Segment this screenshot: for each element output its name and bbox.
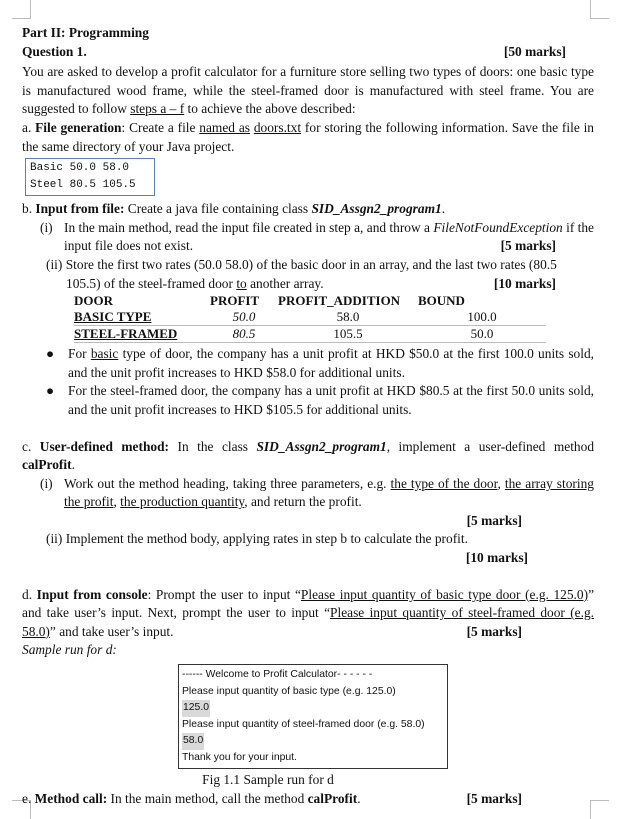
section-a-text: a. File generation: Create a file named as doors.txt for storing the following information. Save the file in the same directory of your Java project. bbox=[22, 119, 595, 154]
section-d-text: d. Input from console: Prompt the user to input “Please input quantity of basic type door (e.g. 125.0)” and take user’s input. Next, prompt the user to input “Please input quantity of steel-framed door (e.g. 58.0)” and take user’s input. [5 marks] bbox=[22, 586, 594, 642]
table-header-row bbox=[74, 293, 546, 309]
section-b-item-i: (i) In the main method, read the input file created in step a, and throw a FileNotFoundException if the input file does not exist. [5 marks] bbox=[38, 219, 594, 256]
table-cell: 80.5 bbox=[210, 326, 278, 343]
section-e-row bbox=[22, 790, 594, 809]
corner-mark-top-left bbox=[12, 0, 31, 19]
class-name: SID_Assgn2_program1 bbox=[256, 438, 387, 454]
console-input: 125.0 bbox=[182, 700, 210, 717]
bullet-basic: ● For basic type of door, the company has a unit profit at HKD $50.0 at the first 100.0 units sold, and the unit profit increases to HKD $58.0 for additional units. bbox=[46, 346, 594, 380]
question-title: Question 1. bbox=[22, 43, 87, 59]
console-line: Please input quantity of steel-framed door (e.g. 58.0) bbox=[182, 718, 425, 730]
class-name: SID_Assgn2_program1 bbox=[311, 201, 442, 217]
table-row bbox=[74, 326, 546, 343]
console-line: ------ Welcome to Profit Calculator- - - - - - bbox=[182, 669, 373, 681]
method-name: calProfit bbox=[307, 790, 358, 806]
rates-table bbox=[74, 293, 546, 343]
table-cell: 58.0 bbox=[278, 309, 418, 326]
console-line: Thank you for your input. bbox=[182, 751, 297, 763]
item-marks: [5 marks] bbox=[500, 238, 556, 254]
bullet-steel: ● For the steel-framed door, the company has a unit profit at HKD $80.5 at the first 50.0 units sold, and the unit profit increases to HKD $105.5 for additional units. bbox=[46, 383, 594, 417]
item-marks: [5 marks] bbox=[466, 790, 522, 806]
figure-caption: Fig 1.1 Sample run for d bbox=[202, 772, 334, 788]
file-line: Basic 50.0 58.0 bbox=[30, 162, 130, 175]
section-b-text: b. Input from file: Create a java file containing class SID_Assgn2_program1. bbox=[22, 201, 446, 217]
console-input: 58.0 bbox=[182, 733, 204, 750]
table-row bbox=[74, 309, 546, 326]
table-cell: 105.5 bbox=[278, 326, 418, 343]
steps-link: steps a – f bbox=[130, 101, 185, 117]
section-b-title: Input from file: bbox=[35, 201, 125, 217]
console-sample-box bbox=[178, 664, 448, 769]
section-b-item-ii: (ii) Store the first two rates (50.0 58.0) of the basic door in an array, and the last two rates (80.5 105.5) of the steel-framed door to another array. [10 marks] bbox=[28, 256, 594, 293]
table-cell: 100.0 bbox=[418, 309, 546, 326]
section-e-text: e. Method call: In the main method, call the method calProfit. bbox=[22, 790, 361, 806]
item-marks: [5 marks] bbox=[466, 623, 522, 639]
table-header: DOOR bbox=[74, 293, 113, 309]
table-cell: 50.0 bbox=[418, 326, 546, 343]
bullet-icon: ● bbox=[46, 346, 55, 362]
intro-paragraph: You are asked to develop a profit calculator for a furniture store selling two types of doors: one basic type is manufactured wood frame, while the steel-framed door is manufactured with steel frame. You are suggested to follow steps a – f to achieve the above described: bbox=[22, 64, 594, 117]
total-marks: [50 marks] bbox=[503, 43, 566, 59]
section-a-title: File generation bbox=[35, 119, 122, 135]
item-marks: [10 marks] bbox=[465, 550, 528, 566]
question-header bbox=[22, 43, 594, 62]
table-header: BOUND bbox=[418, 293, 465, 309]
section-c-text: c. User-defined method: In the class SID_Assgn2_program1, implement a user-defined method calProfit. bbox=[22, 438, 595, 473]
section-c-item-ii: (ii) Implement the method body, applying rates in step b to calculate the profit. bbox=[46, 531, 468, 547]
table-cell: STEEL-FRAMED bbox=[74, 326, 210, 343]
console-line: Please input quantity of basic type (e.g. 125.0) bbox=[182, 685, 396, 697]
table-header: PROFIT_ADDITION bbox=[278, 293, 401, 309]
file-line: Steel 80.5 105.5 bbox=[30, 179, 136, 192]
file-name: doors.txt bbox=[253, 119, 302, 135]
table-cell: 50.0 bbox=[210, 309, 278, 326]
item-marks: [10 marks] bbox=[493, 275, 556, 291]
bullet-icon: ● bbox=[46, 383, 55, 399]
document-page bbox=[22, 24, 594, 808]
sample-run-label: Sample run for d: bbox=[22, 642, 117, 658]
table-header: PROFIT bbox=[210, 293, 260, 309]
section-e-title: Method call: bbox=[34, 790, 108, 806]
table-cell: BASIC TYPE bbox=[74, 309, 210, 326]
corner-mark-top-right bbox=[590, 0, 609, 19]
method-name: calProfit bbox=[22, 457, 72, 473]
file-content-box bbox=[25, 158, 155, 196]
section-c-title: User-defined method: bbox=[39, 438, 170, 454]
exception-name: FileNotFoundException bbox=[433, 219, 563, 235]
item-marks: [5 marks] bbox=[466, 512, 522, 528]
section-c-item-i: (i) Work out the method heading, taking three parameters, e.g. the type of the door, the array storing the profit, the production quantity, and return the profit. bbox=[40, 475, 594, 510]
part-title: Part II: Programming bbox=[22, 25, 149, 40]
section-d-title: Input from console bbox=[36, 586, 148, 602]
